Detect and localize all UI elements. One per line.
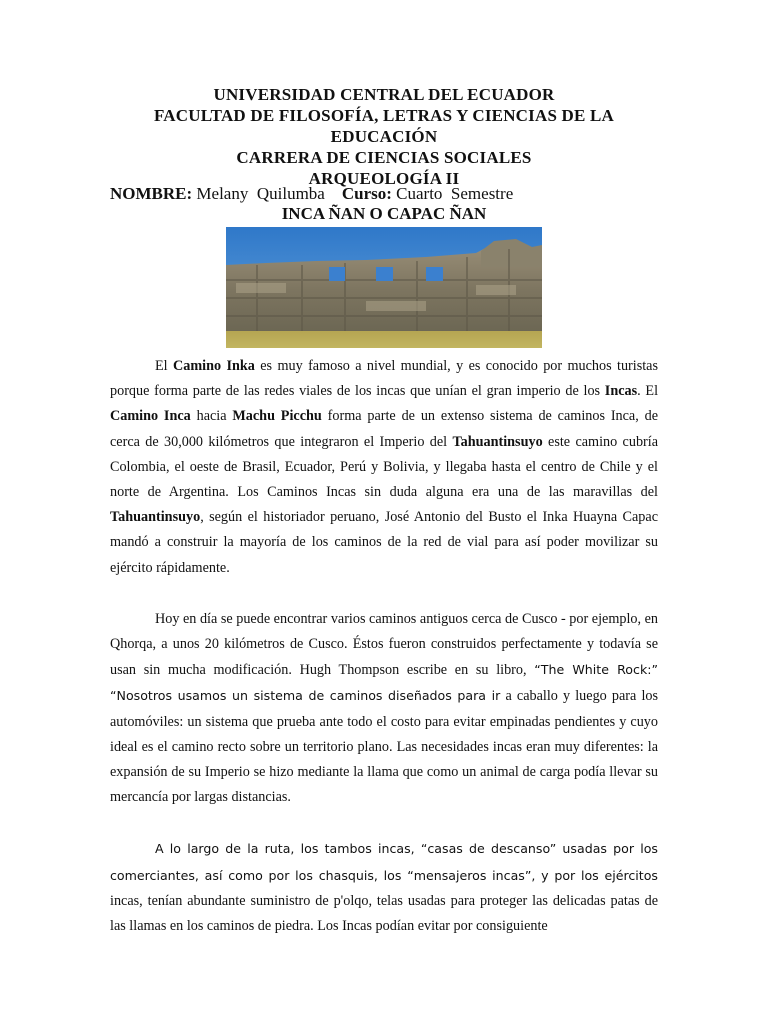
text-run: El bbox=[155, 358, 173, 374]
faculty-name: FACULTAD DE FILOSOFÍA, LETRAS Y CIENCIAS DE LA bbox=[153, 106, 615, 125]
document-header bbox=[110, 84, 658, 189]
career-name: CARRERA DE CIENCIAS SOCIALES bbox=[236, 148, 532, 167]
bold-term: Tahuantinsuyo bbox=[110, 509, 201, 526]
text-run: , según el historiador peruano, José Antonio del Busto el Inka Huayna Capac mandó a construir la mayoría de los caminos de la red de vial para así poder movilizar su ejército rápidamente. bbox=[110, 509, 658, 576]
text-run: hacia bbox=[190, 408, 233, 425]
paragraph-3 bbox=[110, 836, 658, 939]
student-info bbox=[110, 183, 513, 204]
bold-term: Tahuantinsuyo bbox=[452, 433, 543, 450]
quoted-text: “The White Rock:” “Nosotros usamos un sistema de caminos diseñados para ir bbox=[110, 662, 658, 704]
bold-term: Incas bbox=[604, 383, 638, 400]
text-run: es muy famoso a nivel mundial, y es conocido por muchos turistas porque forma parte de las redes viales de los incas que unían el gran imperio de los bbox=[110, 358, 658, 400]
text-run: forma parte de un extenso sistema de caminos Inca, de cerca de 30,000 kilómetros que integraron el Imperio del bbox=[110, 408, 659, 450]
name-label: NOMBRE: bbox=[110, 184, 193, 203]
inca-wall-photo bbox=[226, 227, 542, 348]
course-label: Curso: bbox=[341, 184, 392, 203]
document-body bbox=[110, 354, 658, 965]
paragraph-2 bbox=[110, 607, 658, 811]
student-name: Melany Quilumba bbox=[192, 184, 342, 203]
bold-term: Camino Inca bbox=[110, 408, 191, 425]
course-value: Cuarto Semestre bbox=[391, 184, 514, 203]
document-title: INCA ÑAN O CAPAC ÑAN bbox=[281, 204, 487, 223]
paragraph-1 bbox=[110, 354, 658, 581]
university-name: UNIVERSIDAD CENTRAL DEL ECUADOR bbox=[213, 85, 555, 104]
quoted-text: A lo largo de la ruta, los tambos incas, “casas de descanso” usadas por los comerciantes, así como por los chasquis, los “mensajeros incas”, y por los ejércitos bbox=[110, 841, 658, 883]
text-run: . El bbox=[637, 383, 659, 400]
bold-term: Camino Inka bbox=[173, 358, 255, 374]
text-run: incas, tenían abundante suministro de p'olqo, telas usadas para proteger las delicadas patas de las llamas en los caminos de piedra. Los Incas podían evitar por consiguiente bbox=[110, 892, 658, 935]
bold-term: Machu Picchu bbox=[232, 408, 322, 425]
text-run: Hoy en día se puede encontrar varios caminos antiguos cerca de Cusco - por ejemplo, en Qhorqa, a unos 20 kilómetros de Cusco. Éstos fueron construidos perfectamente y todavía se usan sin mucha modificación. Hugh Thompson escribe en su libro, bbox=[110, 610, 658, 679]
text-run: a caballo y luego para los automóviles: un sistema que prueba ante todo el costo para evitar empinadas pendientes y cuyo ideal es el camino recto sobre un territorio plano. Las necesidades incas eran muy diferentes: la expansión de su Imperio se hizo mediante la llama que como un animal de carga podía llevar su mercancía por largas distancias. bbox=[110, 688, 659, 806]
faculty-name-cont: EDUCACIÓN bbox=[330, 127, 438, 146]
subject-name: ARQUEOLOGÍA II bbox=[308, 169, 460, 188]
text-run: este camino cubría Colombia, el oeste de Brasil, Ecuador, Perú y Bolivia, y llegaba hasta el centro de Chile y el norte de Argentina. Los Caminos Incas sin duda alguna era una de las maravillas del bbox=[110, 433, 659, 501]
